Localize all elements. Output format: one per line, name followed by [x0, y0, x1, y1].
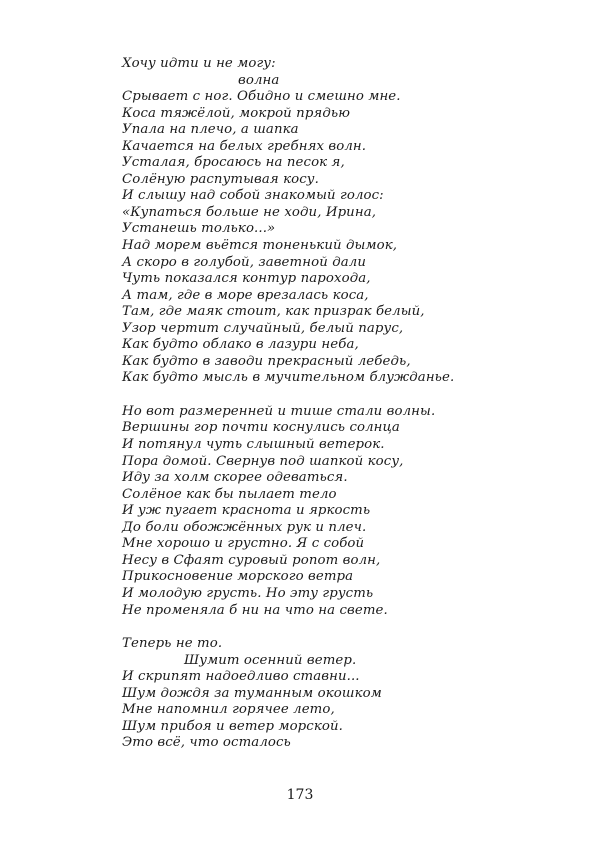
poem-line: Прикосновение морского ветра — [122, 569, 354, 585]
poem-line: Мне хорошо и грустно. Я с собой — [122, 536, 365, 552]
poem-line: До боли обожжённых рук и плеч. — [122, 519, 367, 535]
poem-line: И скрипят надоедливо ставни... — [122, 669, 360, 685]
stanza-break — [122, 387, 562, 404]
poem-line: И слышу над собой знакомый голос: — [122, 188, 384, 204]
poem-line: Качается на белых гребнях волн. — [122, 138, 367, 154]
poem-line: Как будто мысль в мучительном блужданье. — [122, 370, 455, 386]
poem-line: Там, где маяк стоит, как призрак белый, — [122, 304, 425, 320]
poem-line: Вершины гор почти коснулись солнца — [122, 420, 400, 436]
poem-line: Чуть показался контур парохода, — [122, 271, 371, 287]
poem-line: Пора домой. Свернув под шапкой косу, — [122, 453, 404, 469]
poem-line: Шумит осенний ветер. — [184, 652, 357, 668]
poem-line: Упала на плечо, а шапка — [122, 122, 299, 138]
poem-line: И потянул чуть слышный ветерок. — [122, 437, 385, 453]
poem-line: А скоро в голубой, заветной дали — [122, 254, 366, 270]
poem-line: Усталая, бросаюсь на песок я, — [122, 155, 345, 171]
poem-line: Но вот размеренней и тише стали волны. — [122, 403, 436, 419]
poem-line: Иду за холм скорее одеваться. — [122, 470, 348, 486]
stanza-break — [122, 619, 562, 636]
poem-line: И молодую грусть. Но эту грусть — [122, 585, 374, 601]
poem-line: Теперь не то. — [122, 636, 223, 652]
poem-line: Несу в Сфаят суровый ропот волн, — [122, 552, 381, 568]
poem-line: Узор чертит случайный, белый парус, — [122, 320, 404, 336]
page-number: 173 — [286, 787, 314, 803]
poem-line: Солёное как бы пылает тело — [122, 486, 337, 502]
poem-line: волна — [238, 72, 280, 88]
poem-line: Это всё, что осталось — [122, 735, 291, 751]
poem-line: Шум дождя за туманным окошком — [122, 685, 382, 701]
poem-line: Коса тяжёлой, мокрой прядью — [122, 105, 351, 121]
poem-line: Как будто облако в лазури неба, — [122, 337, 359, 353]
poem-text — [122, 56, 562, 752]
poem-line: Не променяла б ни на что на свете. — [122, 602, 388, 618]
poem-line: Шум прибоя и ветер морской. — [122, 718, 343, 734]
poem-line: А там, где в море врезалась коса, — [122, 287, 369, 303]
poem-line: «Купаться больше не ходи, Ирина, — [122, 204, 377, 220]
poem-line: И уж пугает краснота и яркость — [122, 503, 371, 519]
poem-line: Срывает с ног. Обидно и смешно мне. — [122, 89, 401, 105]
poem-line: Мне напомнил горячее лето, — [122, 702, 335, 718]
poem-line: Как будто в заводи прекрасный лебедь, — [122, 353, 411, 369]
poem-line: Над морем вьётся тоненький дымок, — [122, 238, 398, 254]
poem-line: Устанешь только...» — [122, 221, 276, 237]
poem-line: Солёную распутывая косу. — [122, 171, 319, 187]
poem-line: Хочу идти и не могу: — [122, 56, 276, 71]
